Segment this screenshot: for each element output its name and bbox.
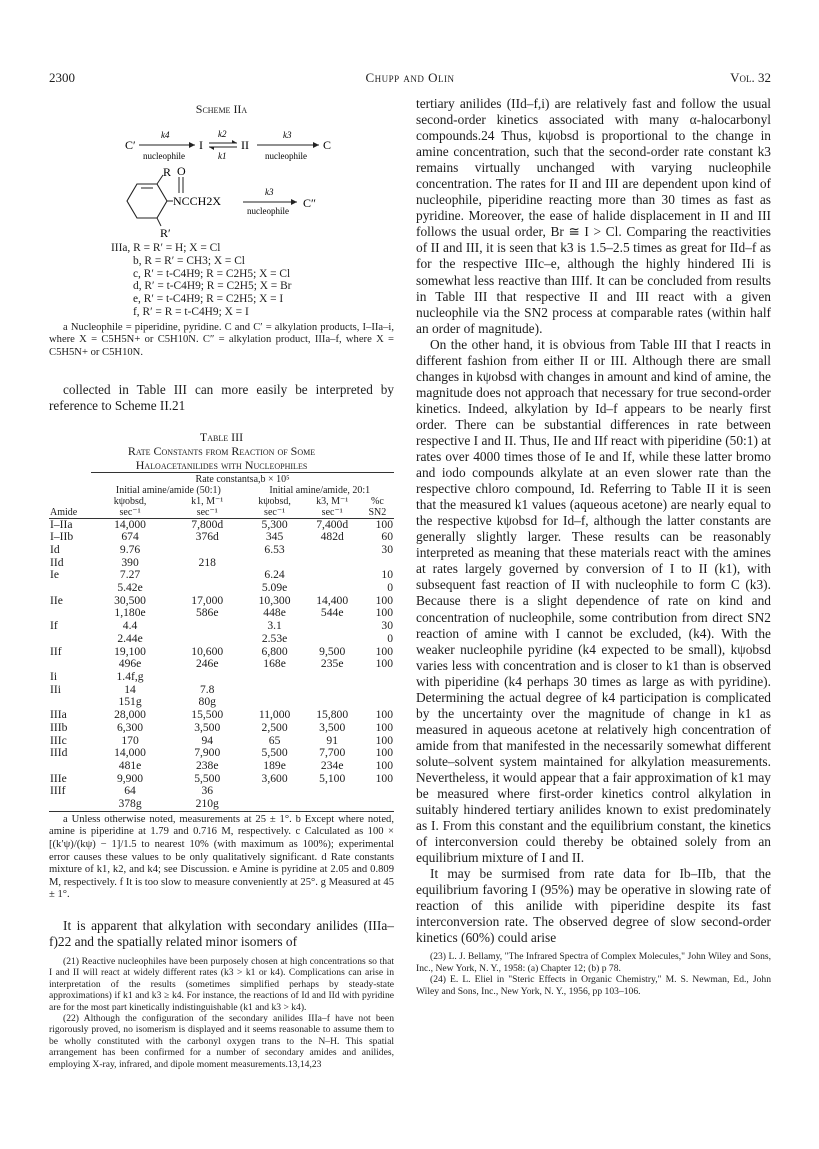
legend-line: f, R′ = R = t-C4H9; X = I — [133, 305, 249, 318]
table-cell: 14 — [124, 682, 136, 696]
table-cell-amide: Ie — [50, 568, 60, 582]
legend-line: e, R′ = t-C4H9; R = C2H5; X = I — [133, 293, 284, 306]
table-footnotes: a Unless otherwise noted, measurements at 25 ± 1°. b Except where noted, amine is piperidine at 1.79 and 0.716 M, respectively. c Calculated as 100 × [(k′ψ)/(kψ) − 1]/1.5 to nearest 10% (with maximum as 100%); experimental error causes these values to be only qualitatively significant. d Rate constants mixture of k1, k2, and k4; see Discussion. e Amine is pyridine at 2.05 and 0.809 M, respectively. f It is too slow to measure conveniently at 25°. g Measured at 45 ± 1°. — [49, 813, 394, 901]
table-group-1: Initial amine/amide (50:1) — [115, 484, 221, 496]
th-unit: sec⁻¹ — [119, 506, 141, 518]
table-cell — [304, 582, 361, 595]
table-cell: 9,500 — [319, 644, 346, 658]
table-cell: 674 — [121, 530, 139, 544]
table-cell: 246e — [195, 657, 219, 671]
table-cell: 10,600 — [191, 644, 224, 658]
table-cell — [304, 684, 361, 697]
table-cell: 10,300 — [258, 593, 291, 607]
left-paragraph-2: It is apparent that alkylation with secondary anilides (IIIa–f)22 and the spatially related minor isomers of — [49, 917, 394, 949]
table-cell: 100 — [375, 771, 393, 785]
table-group-2: Initial amine/amide, 20:1 — [269, 484, 371, 496]
table-spanner: Rate constantsa,b × 10⁵ — [91, 472, 394, 485]
table-cell: 80g — [198, 695, 216, 709]
table-subtitle-2: Haloacetanilides with Nucleophiles — [135, 457, 308, 472]
table-cell — [361, 684, 394, 697]
table-cell — [361, 785, 394, 798]
table-cell: 3.1 — [267, 619, 282, 633]
table-cell-amide: IIIb — [50, 720, 68, 734]
scheme-ii: II — [240, 138, 249, 152]
table-cell: 11,000 — [258, 708, 291, 722]
table-cell: 100 — [375, 593, 393, 607]
table-row — [49, 709, 394, 722]
label-k1: k1 — [217, 151, 226, 161]
th-unit: sec⁻¹ — [196, 506, 218, 518]
table-cell-amide — [49, 760, 91, 773]
table-cell-amide: IIId — [50, 746, 68, 760]
table-cell: 7.27 — [119, 568, 141, 582]
table-cell — [304, 671, 361, 684]
scheme-c-dprime: C″ — [302, 196, 316, 210]
table-cell-amide: IIe — [50, 593, 63, 607]
table-cell — [304, 544, 361, 557]
table-cell: 6.53 — [264, 542, 285, 556]
table-cell: 0 — [387, 581, 393, 595]
table-cell: 100 — [375, 733, 393, 747]
table-cell: 1,180e — [114, 606, 146, 620]
table-row — [49, 607, 394, 620]
table-cell: 100 — [375, 720, 393, 734]
table-row — [49, 785, 394, 798]
struct-n-group: NCCH2X — [172, 194, 221, 208]
table-cell: 482d — [320, 530, 344, 544]
table-cell-amide: Ii — [50, 670, 58, 683]
table-cell: 238e — [195, 758, 219, 772]
arrow-k2-head — [232, 140, 237, 143]
table-cell: 7,400d — [304, 518, 361, 531]
table-cell: 234e — [320, 758, 344, 772]
right-column — [416, 96, 771, 997]
table-cell: 28,000 — [114, 708, 146, 722]
table-cell — [361, 671, 394, 684]
table-cell: 17,000 — [191, 593, 224, 607]
table-cell — [169, 569, 246, 582]
table-cell: 14,000 — [114, 746, 146, 760]
table-cell: 60 — [381, 530, 393, 544]
table-cell: 36 — [201, 784, 214, 798]
table-cell: 30 — [381, 542, 393, 556]
table-cell: 6,300 — [116, 720, 144, 734]
table-row — [49, 760, 394, 773]
legend-line: IIIa, R = R′ = H; X = Cl — [111, 242, 221, 254]
table-cell: 15,800 — [316, 708, 349, 722]
table-cell-amide: IIIe — [50, 771, 67, 785]
th-unit: sec⁻¹ — [321, 506, 343, 518]
table-cell-amide: IIIf — [50, 784, 66, 798]
table-cell: 7,900 — [194, 746, 221, 760]
th-kobsd: kψobsd, — [113, 495, 147, 507]
table-cell: 481e — [118, 758, 142, 772]
left-column — [49, 96, 394, 1070]
table-cell: 189e — [263, 758, 286, 772]
label-k3: k3 — [282, 130, 291, 140]
table-row — [49, 671, 394, 684]
table-cell: 5,500 — [194, 771, 221, 785]
running-title: Chupp and Olin — [365, 70, 455, 85]
table-cell: 100 — [375, 657, 393, 671]
th-unit: sec⁻¹ — [264, 506, 286, 518]
th-sn2: SN2 — [368, 506, 387, 518]
table-cell: 378g — [118, 797, 142, 811]
table-cell — [246, 684, 304, 697]
table-cell: 3,500 — [194, 720, 221, 734]
table-row — [49, 684, 394, 697]
legend-line: d, R′ = t-C4H9; R = C2H5; X = Br — [133, 280, 292, 293]
struct-o: O — [176, 164, 186, 178]
table-cell — [361, 798, 394, 811]
table-cell: 586e — [195, 606, 219, 620]
left-paragraph-1: collected in Table III can more easily be interpreted by reference to Scheme II.21 — [49, 381, 394, 413]
table-cell: 15,500 — [191, 708, 224, 722]
right-paragraph-2: On the other hand, it is obvious from Table III that I reacts in different fashion from either II or III. Although there are small changes in kψobsd with changes in amount and kind of amine, the magnitude does not approach that necessary for true second-order kinetics. Indeed, alkylation by Id–f appears to be nearly first order. There can be substantial differences in rate between respective I and II. Thus, IIe and IIf react with piperidine (50:1) at rates over 4000 times those of Ie and If, while these latter bromo and iodo compounds alkylate at an even slower rate than the respective chloro compound, Id. Referring to Table II it is seen that the measured k1 values (aqueous acetone) are nearly equal to the respective kψobsd for Id–f, although the latter constants are generally slightly larger. These results can be reasonably interpreted as meaning that these materials react with the amines at rates largely governed by conversion of I to II (k1), with subsequent fast reaction of II with nucleophile to form C (k3). Because there is a slight dependence of rate on kind and concentration of nucleophile, some contribution from direct SN2 reaction of amine with I cannot be excluded, (k4). With the weaker nucleophile pyridine (k4 expected to be small), kψobsd varies less with concentration and is closer to k1 than is observed with piperidine (k4 perhaps 30 times as large as with pyridine). Determining the actual degree of k4 participation is complicated by the uncertainty over the magnitude of change in k1 as measured in aqueous acetone at relatively high concentration of amide from that manifested in the necessarily somewhat different solute–solvent system maintained for alkylation measurements. Nevertheless, it would appear that a fair approximation of k1 may be measured where first-order kinetics control alkylation in suitably hindered tertiary anilides known to exist predominately as I. From this constant and the equilibrium constant, the kinetics of interconversion could thereby be obtained solely from an equilibrium mixture of I and II. — [416, 336, 771, 866]
table-cell — [169, 544, 246, 557]
th-k1: k1, M⁻¹ — [191, 495, 224, 507]
reference-22: (22) Although the configuration of the secondary anilides IIIa–f have not been rigorously proved, no isomerism is displayed and it seems reasonable to assume them to be wholly constituted with the carbonyl oxygen trans to the N–H. This spatial arrangement has been confirmed for a number of secondary amides and anilides, employing X-ray, infrared, and dipole moment measurements.13,14,23 — [49, 1012, 394, 1070]
table-cell: 544e — [320, 606, 344, 620]
reference-23: (23) L. J. Bellamy, "The Infrared Spectra of Complex Molecules," John Wiley and Sons, Inc., New York, N. Y., 1958: (a) Chapter 12; (b) p 78. — [416, 951, 771, 974]
table-cell: 5.09e — [261, 581, 288, 595]
table-title: Table III — [199, 429, 244, 444]
table-cell: 376d — [195, 530, 219, 544]
right-paragraph-3: It may be surmised from rate data for Ib–IIb, that the equilibrium favoring I (95%) may be operative in slowing rate of reaction of this anilide with piperidine despite its fast interconversion rate. The observed degree of slow second-order kinetics (60%) could arise — [416, 866, 771, 946]
table-cell-amide — [49, 633, 91, 646]
scheme-i: I — [198, 138, 203, 152]
table-cell — [169, 620, 246, 633]
arrow-k3-lower-head — [291, 199, 297, 205]
table-cell: 4.4 — [122, 619, 138, 633]
label-k2: k2 — [217, 129, 226, 139]
table-cell: 6,800 — [261, 644, 288, 658]
table-cell-amide: IIi — [50, 682, 61, 696]
table-cell: 5.42e — [117, 581, 143, 595]
th-kobsd-2: kψobsd, — [258, 495, 291, 507]
table-cell-amide: I–IIb — [50, 530, 74, 544]
label-k4: k4 — [160, 130, 169, 140]
table-cell: 100 — [375, 746, 393, 760]
table-row — [49, 582, 394, 595]
label-nucleophile-right: nucleophile — [264, 151, 307, 161]
table-cell: 30,500 — [114, 593, 146, 607]
table-bottom-rule — [49, 811, 394, 812]
table-cell: 0 — [387, 631, 393, 645]
table-cell — [304, 633, 361, 646]
table-row — [49, 773, 394, 786]
table-cell-amide: IIIc — [50, 733, 67, 747]
benzene-ring — [127, 184, 167, 218]
page-number: 2300 — [49, 70, 75, 85]
table-cell: 168e — [263, 657, 286, 671]
table-cell: 14,400 — [316, 593, 349, 607]
table-cell — [169, 582, 246, 595]
table-cell: 9.76 — [119, 542, 141, 556]
table-cell: 100 — [361, 518, 394, 531]
scheme-legend — [49, 242, 394, 319]
table-cell: 7,800d — [169, 518, 246, 531]
legend-line: c, R′ = t-C4H9; R = C2H5; X = Cl — [133, 267, 291, 280]
scheme-c-prime: C′ — [124, 138, 136, 152]
table-cell-amide: If — [50, 619, 58, 633]
volume-label: Vol. 32 — [730, 70, 771, 85]
table-row — [49, 722, 394, 735]
label-k3-lower: k3 — [264, 187, 273, 197]
table-row — [49, 544, 394, 557]
table-cell — [246, 671, 304, 684]
table-cell: 390 — [121, 555, 139, 569]
arrow-k1-head — [209, 147, 214, 150]
th-amide: Amide — [50, 506, 78, 518]
th-pct: %c — [371, 495, 384, 507]
table-cell — [304, 798, 361, 811]
table-cell: 1.4f,g — [116, 670, 144, 683]
table-cell: 94 — [201, 733, 214, 747]
table-row — [49, 798, 394, 811]
table-cell-amide — [49, 582, 91, 595]
arrow-k4-head — [189, 142, 195, 148]
reference-21: (21) Reactive nucleophiles have been purposely chosen at high concentrations so that I and II will react at widely different rates (k3 > k1 or k4). Complications can arise in interpretation of the results (sometimes simplified perhaps by steady-state approximations) if k1 and k3 ≥ k4. For instance, the reactions of Id and IId with pyridine are for the most part kinetically indistinguishable (k1 and k3 > k4). — [49, 955, 394, 1013]
table-cell: 19,100 — [114, 644, 146, 658]
table-cell: 91 — [326, 733, 338, 747]
table-cell-amide: I–IIa — [49, 518, 91, 531]
label-nucleophile-lower: nucleophile — [246, 206, 289, 216]
right-paragraph-1: tertiary anilides (IId–f,i) are relatively fast and follow the usual second-order kinetics associated with many α-halocarbonyl compounds.24 Thus, kψobsd is proportional to the change in amine concentration, such that the second-order rate constant k3 remains virtually unchanged with varying nucleophile concentration. The rates for II and III are dependent upon kind of nucleophile, piperidine reacting more than 30 times as fast as pyridine. Moreover, the ease of halide displacement in II and III follows the usual order, Br ≅ I > Cl. Comparing the reactivities of II and III, it is seen that k3 is 1.5–2.5 times as great for IId–f as for the respective IIIc–e, although the highly hindered IIi is somewhat less reactive than IIIf. It can be concluded from results in Table III that respective II and III react with a given nucleophile via the SN2 process at comparable rates (within half an order of magnitude). — [416, 96, 771, 336]
scheme-title: Scheme IIa — [195, 102, 248, 116]
struct-r: R — [162, 165, 171, 179]
reference-24: (24) E. L. Eliel in "Steric Effects in Organic Chemistry," M. S. Newman, Ed., John Wiley and Sons, Inc., New York, N. Y., 1956, pp 103–106. — [416, 974, 771, 997]
table-cell: 14,000 — [91, 518, 169, 531]
table-cell — [246, 785, 304, 798]
table-cell-amide: Id — [50, 542, 60, 556]
table-row — [49, 531, 394, 544]
table-cell: 2,500 — [261, 720, 288, 734]
table-cell: 7,700 — [319, 746, 346, 760]
table-cell-amide: IIIa — [50, 708, 67, 722]
th-k3: k3, M⁻¹ — [316, 495, 349, 507]
table-cell — [304, 557, 361, 570]
table-cell: 496e — [118, 657, 142, 671]
table-cell — [169, 671, 246, 684]
table-row — [49, 557, 394, 570]
bond-r-prime — [157, 218, 161, 226]
table-cell — [304, 785, 361, 798]
table-cell-amide: IId — [50, 555, 64, 569]
table-iii — [49, 430, 394, 902]
scheme-footnote: a Nucleophile = piperidine, pyridine. C and C′ = alkylation products, I–IIa–i, where X = C5H5N+ or C5H10N. C″ = alkylation product, IIIa–f, where X = C5H5N+ or C5H10N. — [49, 321, 394, 358]
table-cell: 170 — [121, 733, 139, 747]
scheme-diagram — [97, 119, 347, 244]
table-cell: 64 — [124, 784, 136, 798]
table-cell: 2.53e — [261, 631, 288, 645]
table-cell: 30 — [381, 619, 393, 633]
table-cell: 10 — [381, 568, 393, 582]
page-header — [49, 70, 771, 88]
label-nucleophile-left: nucleophile — [142, 151, 185, 161]
table-cell: 151g — [118, 695, 142, 709]
table-cell: 100 — [375, 606, 393, 620]
table-body — [49, 518, 394, 811]
rate-constant-table — [49, 472, 394, 811]
table-cell: 448e — [263, 606, 286, 620]
table-cell: 5,100 — [319, 771, 346, 785]
table-cell: 218 — [198, 555, 216, 569]
table-cell: 3,500 — [319, 720, 346, 734]
arrow-k3-head — [313, 142, 319, 148]
table-cell: 235e — [320, 657, 344, 671]
table-cell: 210g — [195, 797, 219, 811]
table-row — [49, 658, 394, 671]
table-row — [49, 620, 394, 633]
scheme-c: C — [322, 138, 331, 152]
table-cell: 65 — [268, 733, 281, 747]
table-cell — [246, 798, 304, 811]
table-cell: 7.8 — [199, 682, 215, 696]
table-cell: 6.24 — [264, 568, 285, 582]
table-row — [49, 569, 394, 582]
table-cell-amide — [49, 798, 91, 811]
table-cell: 345 — [265, 530, 284, 544]
table-cell: 100 — [375, 758, 393, 772]
table-cell: 5,300 — [246, 518, 304, 531]
table-cell: 100 — [375, 644, 393, 658]
struct-r-prime: R′ — [159, 226, 171, 240]
table-cell: 100 — [375, 708, 393, 722]
table-cell: 2.44e — [117, 631, 143, 645]
table-cell: 9,900 — [116, 771, 144, 785]
table-subtitle-1: Rate Constants from Reaction of Some — [127, 443, 316, 458]
table-cell — [304, 569, 361, 582]
table-cell-amide: IIf — [50, 644, 62, 658]
legend-line: b, R = R′ = CH3; X = Cl — [133, 254, 245, 267]
table-cell: 5,500 — [261, 746, 288, 760]
table-row — [49, 633, 394, 646]
table-cell: 3,600 — [261, 771, 288, 785]
table-cell — [304, 620, 361, 633]
table-cell — [169, 633, 246, 646]
